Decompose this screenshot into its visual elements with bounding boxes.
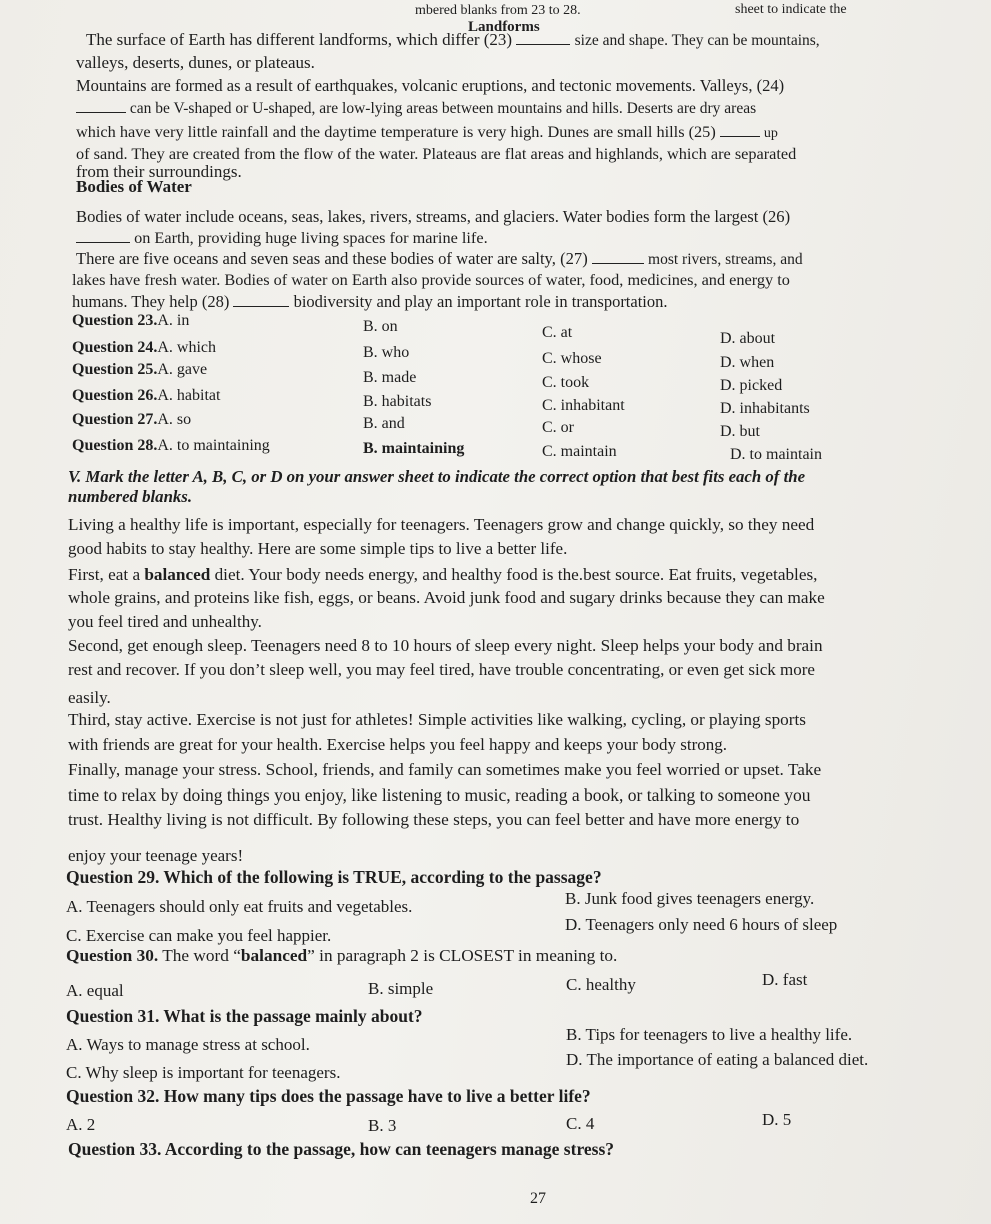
- q26-option-b[interactable]: B. habitats: [363, 393, 432, 410]
- landforms-line-5b-text: up: [763, 126, 778, 141]
- question-label: Question 26.: [72, 387, 158, 404]
- passage-line-4: whole grains, and proteins like fish, eggs, or beans. Avoid junk food and sugary drinks because they can make: [68, 588, 825, 607]
- q31-option-b[interactable]: B. Tips for teenagers to live a healthy life.: [566, 1025, 853, 1044]
- passage-line-6: Second, get enough sleep. Teenagers need 8 to 10 hours of sleep every night. Sleep helps your body and brain: [68, 636, 823, 655]
- water-line-2-text: on Earth, providing huge living spaces for marine life.: [134, 228, 488, 247]
- blank-28[interactable]: [233, 292, 289, 307]
- q33-stem: Question 33. According to the passage, how can teenagers manage stress?: [68, 1139, 615, 1159]
- q29-option-c[interactable]: C. Exercise can make you feel happier.: [66, 926, 332, 945]
- passage-line-14: enjoy your teenage years!: [68, 846, 244, 865]
- q26-option-c[interactable]: C. inhabitant: [542, 397, 625, 414]
- q32-option-c[interactable]: C. 4: [566, 1114, 595, 1133]
- question-label: Question 24.: [72, 339, 158, 356]
- passage-line-9: Third, stay active. Exercise is not just for athletes! Simple activities like walking, cycling, or playing sports: [68, 710, 806, 729]
- blank-27[interactable]: [592, 249, 644, 264]
- landforms-line-7: from their surroundings.: [76, 162, 242, 181]
- passage-line-5: you feel tired and unhealthy.: [68, 612, 262, 631]
- water-line-5b-text: biodiversity and play an important role in transportation.: [293, 292, 668, 311]
- q30-option-b[interactable]: B. simple: [368, 979, 434, 998]
- landforms-line-1b-text: size and shape. They can be mountains,: [574, 32, 820, 49]
- q31-option-d[interactable]: D. The importance of eating a balanced diet.: [566, 1050, 869, 1069]
- passage-line-2: good habits to stay healthy. Here are some simple tips to live a better life.: [68, 539, 568, 558]
- landforms-line-1: [86, 28, 820, 53]
- q30-option-d[interactable]: D. fast: [762, 970, 808, 989]
- instruction-right: sheet to indicate the: [735, 2, 847, 17]
- question-label: Question 23.: [72, 312, 158, 329]
- q25-option-d[interactable]: D. picked: [720, 377, 783, 394]
- section-title-landforms: Landforms: [468, 19, 540, 35]
- q24-option-c[interactable]: C. whose: [542, 350, 602, 367]
- q32-option-d[interactable]: D. 5: [762, 1110, 792, 1129]
- option-a[interactable]: A. gave: [157, 361, 208, 378]
- q29-stem: Question 29. Which of the following is TRUE, according to the passage?: [66, 867, 602, 887]
- q23-label: [72, 312, 189, 330]
- q32-option-a[interactable]: A. 2: [66, 1115, 96, 1134]
- passage-line-12: time to relax by doing things you enjoy, like listening to music, reading a book, or talking to someone you: [68, 785, 811, 805]
- passage-line-11: Finally, manage your stress. School, friends, and family can sometimes make you feel worried or upset. Take: [68, 760, 822, 779]
- option-a[interactable]: A. which: [157, 339, 216, 356]
- water-line-5-text: humans. They help (28): [72, 292, 230, 311]
- question-label: Question 25.: [72, 361, 158, 378]
- q30-stem: [66, 946, 617, 966]
- passage-line-13: trust. Healthy living is not difficult. By following these steps, you can feel better and have more energy to: [68, 810, 800, 829]
- passage-line-3-pre: First, eat a: [68, 565, 145, 584]
- q29-option-b[interactable]: B. Junk food gives teenagers energy.: [565, 889, 815, 908]
- water-line-3-text: There are five oceans and seven seas and these bodies of water are salty, (27): [76, 249, 588, 268]
- q30-option-c[interactable]: C. healthy: [566, 975, 636, 994]
- passage-line-10: with friends are great for your health. Exercise helps you feel happy and keeps your body strong.: [68, 735, 728, 754]
- page-number: 27: [530, 1190, 546, 1207]
- water-line-3b-text: most rivers, streams, and: [648, 251, 803, 268]
- instruction-fragment: mbered blanks from 23 to 28.: [415, 3, 581, 18]
- balanced-word: balanced: [144, 565, 211, 584]
- q30-label: Question 30.: [66, 946, 159, 965]
- q28-option-c[interactable]: C. maintain: [542, 443, 617, 460]
- blank-23[interactable]: [516, 30, 570, 45]
- water-line-5: [72, 290, 668, 314]
- option-a[interactable]: A. to maintaining: [157, 437, 270, 454]
- q24-option-b[interactable]: B. who: [363, 344, 410, 361]
- landforms-line-1-text: The surface of Earth has different landforms, which differ (23): [86, 30, 513, 49]
- q23-option-b[interactable]: B. on: [363, 318, 398, 335]
- blank-24[interactable]: [76, 98, 126, 113]
- landforms-line-5-text: which have very little rainfall and the daytime temperature is very high. Dunes are small hills (25): [76, 122, 716, 141]
- q24-option-d[interactable]: D. when: [720, 354, 775, 371]
- q29-option-a[interactable]: A. Teenagers should only eat fruits and vegetables.: [66, 897, 413, 916]
- q25-option-c[interactable]: C. took: [542, 374, 590, 391]
- question-label: Question 27.: [72, 411, 158, 428]
- blank-26[interactable]: [76, 228, 130, 243]
- section-v-instruction-1: V. Mark the letter A, B, C, or D on your answer sheet to indicate the correct option that best fits each of the: [68, 467, 806, 486]
- q27-label: [72, 411, 191, 429]
- landforms-line-6: of sand. They are created from the flow of the water. Plateaus are flat areas and highlands, which are separated: [76, 144, 797, 163]
- q27-option-d[interactable]: D. but: [720, 423, 760, 440]
- q23-option-d[interactable]: D. about: [720, 330, 776, 347]
- q31-stem: Question 31. What is the passage mainly about?: [66, 1006, 423, 1026]
- q32-option-b[interactable]: B. 3: [368, 1116, 397, 1135]
- q30-stem-bold: balanced: [240, 946, 308, 965]
- passage-line-8: easily.: [68, 688, 111, 707]
- passage-line-3: [68, 565, 817, 585]
- landforms-line-3: Mountains are formed as a result of earthquakes, volcanic eruptions, and tectonic movements. Valleys, (24): [76, 76, 785, 95]
- water-line-4: lakes have fresh water. Bodies of water on Earth also provide sources of water, food, medicines, and energy to: [72, 270, 790, 289]
- q24-label: [72, 339, 216, 357]
- option-a[interactable]: A. so: [157, 411, 192, 428]
- q26-option-d[interactable]: D. inhabitants: [720, 400, 810, 417]
- q31-option-a[interactable]: A. Ways to manage stress at school.: [66, 1035, 310, 1054]
- q30-option-a[interactable]: A. equal: [66, 981, 124, 1000]
- passage-line-7: rest and recover. If you don’t sleep well, you may feel tired, have trouble concentrating, or even get sick more: [68, 660, 815, 679]
- q27-option-b[interactable]: B. and: [363, 415, 405, 432]
- landforms-line-4-text: can be V-shaped or U-shaped, are low-lying areas between mountains and hills. Deserts are dry areas: [129, 100, 757, 117]
- passage-line-3-post: diet. Your body needs energy, and healthy food is the.best source. Eat fruits, vegetables,: [210, 565, 818, 584]
- q29-option-d[interactable]: D. Teenagers only need 6 hours of sleep: [565, 915, 838, 934]
- q28-label: [72, 437, 270, 455]
- landforms-line-4: [76, 97, 756, 121]
- water-line-1: Bodies of water include oceans, seas, lakes, rivers, streams, and glaciers. Water bodies form the largest (26): [76, 207, 791, 226]
- question-label: Question 28.: [72, 437, 158, 454]
- q25-option-b[interactable]: B. made: [363, 369, 417, 386]
- blank-25[interactable]: [720, 122, 760, 137]
- q23-option-c[interactable]: C. at: [542, 324, 573, 341]
- q31-option-c[interactable]: C. Why sleep is important for teenagers.: [66, 1063, 341, 1082]
- passage-line-1: Living a healthy life is important, especially for teenagers. Teenagers grow and change quickly, so they need: [68, 515, 815, 534]
- q28-option-d[interactable]: D. to maintain: [730, 446, 822, 463]
- section-v-instruction-2: numbered blanks.: [68, 487, 193, 506]
- q30-stem-pre: The word “: [158, 946, 241, 965]
- option-a[interactable]: A. in: [157, 312, 190, 329]
- q28-option-b[interactable]: B. maintaining: [363, 440, 465, 457]
- option-a[interactable]: A. habitat: [157, 387, 221, 404]
- landforms-line-2: valleys, deserts, dunes, or plateaus.: [76, 53, 315, 72]
- q32-stem: Question 32. How many tips does the passage have to live a better life?: [66, 1086, 591, 1106]
- q30-stem-post: ” in paragraph 2 is CLOSEST in meaning to.: [307, 946, 618, 965]
- q25-label: [72, 361, 207, 379]
- q26-label: [72, 387, 220, 405]
- heading-bodies-of-water: Bodies of Water: [76, 177, 192, 196]
- q27-option-c[interactable]: C. or: [542, 419, 574, 436]
